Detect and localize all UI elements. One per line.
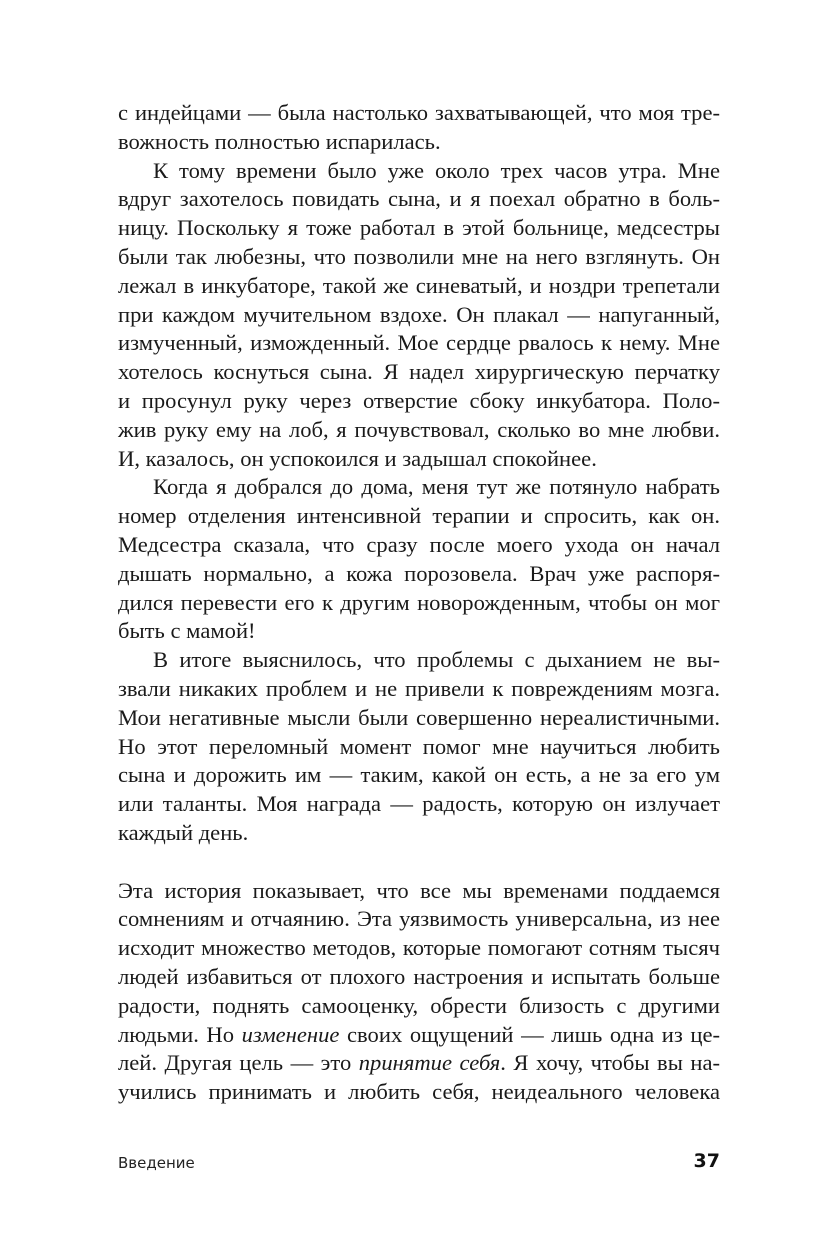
text-line: при каждом мучительном вздохе. Он плакал — напуганный,	[118, 301, 720, 327]
text-line: К тому времени было уже около трех часов утра. Мне	[153, 157, 720, 183]
text-line: ницу. Поскольку я тоже работал в этой больнице, медсестры	[118, 215, 720, 241]
text-line: измученный, изможденный. Мое сердце рвалось к нему. Мне	[118, 330, 720, 356]
section-break	[118, 848, 720, 877]
text-line: радости, поднять самооценку, обрести близость с другими	[118, 992, 720, 1018]
running-head: Введение	[118, 1154, 195, 1172]
text-line: и просунул руку через отверстие сбоку инкубатора. Поло-	[118, 387, 720, 413]
text-line: вожность полностью испарилась.	[118, 128, 441, 154]
paragraph	[118, 99, 720, 157]
page-body	[118, 99, 720, 1107]
text-line: номер отделения интенсивной терапии и спросить, как он.	[118, 503, 720, 529]
text-run: своих ощущений — лишь одна из це-	[347, 1021, 721, 1047]
text-line: вдруг захотелось повидать сына, и я поехал обратно в боль-	[118, 186, 720, 212]
paragraph	[118, 473, 720, 646]
text-line: Медсестра сказала, что сразу после моего ухода он начал	[118, 531, 720, 557]
text-line: В итоге выяснилось, что проблемы с дыханием не вы-	[153, 647, 720, 673]
text-line: были так любезны, что позволили мне на него взглянуть. Он	[118, 243, 720, 269]
text-line: сомнениям и отчаянию. Эта уязвимость универсальна, из нее	[118, 906, 720, 932]
text-line: жив руку ему на лоб, я почувствовал, сколько во мне любви.	[118, 416, 720, 442]
text-line: или таланты. Моя награда — радость, которую он излучает	[118, 791, 720, 817]
text-line: звали никаких проблем и не привели к повреждениям мозга.	[118, 675, 720, 701]
emphasis-izmenenie: изменение	[241, 1021, 340, 1047]
emphasis-prinyatie-sebya: принятие себя	[358, 1050, 501, 1076]
page-footer	[118, 1150, 720, 1176]
text-line: Но этот переломный момент помог мне научиться любить	[118, 733, 720, 759]
text-run: лей. Другая цель — это	[118, 1050, 352, 1076]
text-line	[118, 1049, 720, 1078]
page-number: 37	[693, 1150, 720, 1172]
paragraph	[118, 646, 720, 848]
text-line: сына и дорожить им — таким, какой он есть, а не за его ум	[118, 762, 720, 788]
text-line	[118, 1021, 720, 1050]
text-line: Мои негативные мысли были совершенно нереалистичными.	[118, 704, 720, 730]
text-line: хотелось коснуться сына. Я надел хирургическую перчатку	[118, 359, 720, 385]
text-line: с индейцами — была настолько захватывающей, что моя тре-	[118, 100, 720, 125]
paragraph	[118, 877, 720, 1107]
text-line: исходит множество методов, которые помогают сотням тысяч	[118, 935, 720, 961]
text-run: . Я хочу, чтобы вы на-	[500, 1050, 720, 1076]
text-line: Эта история показывает, что все мы временами поддаемся	[118, 877, 720, 903]
text-line: людей избавиться от плохого настроения и испытать больше	[118, 963, 720, 989]
text-line: лежал в инкубаторе, такой же синеватый, и ноздри трепетали	[118, 272, 720, 298]
text-line: учились принимать и любить себя, неидеального человека	[118, 1079, 720, 1105]
text-line: Когда я добрался до дома, меня тут же потянуло набрать	[153, 474, 720, 500]
text-line: каждый день.	[118, 819, 249, 845]
text-line: дился перевести его к другим новорожденным, чтобы он мог	[118, 589, 720, 615]
text-line: быть с мамой!	[118, 618, 256, 644]
text-line: дышать нормально, а кожа порозовела. Врач уже распоря-	[118, 560, 720, 586]
paragraph	[118, 157, 720, 474]
text-run: людьми. Но	[118, 1021, 235, 1047]
text-line: И, казалось, он успокоился и задышал спокойнее.	[118, 445, 597, 471]
